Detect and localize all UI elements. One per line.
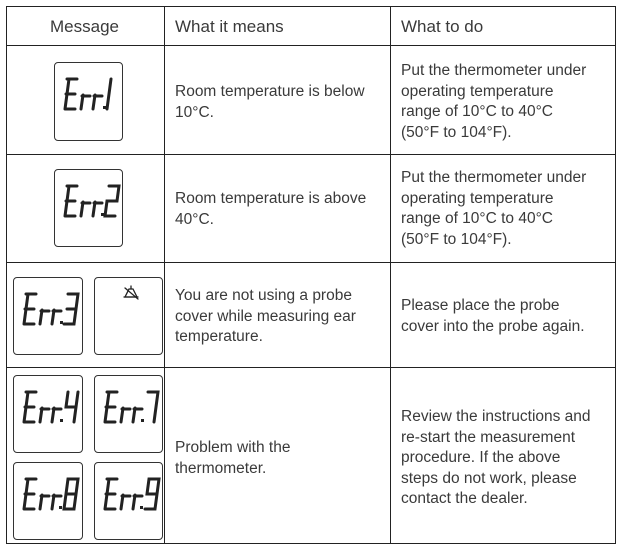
lcd-display bbox=[13, 277, 83, 355]
lcd-error-code-err9 bbox=[95, 463, 164, 541]
lcd-display bbox=[54, 62, 123, 141]
row-divider bbox=[7, 367, 615, 368]
lcd-error-code-err1 bbox=[55, 63, 124, 142]
column-divider bbox=[390, 7, 391, 543]
header-message: Message bbox=[50, 17, 119, 36]
row4-action: Review the instructions and re-start the measurement procedure. If the above steps do not work, please contact the dealer. bbox=[401, 408, 591, 507]
lcd-display bbox=[54, 169, 123, 247]
lcd-display bbox=[13, 462, 83, 540]
lcd-display bbox=[94, 277, 163, 355]
row-divider bbox=[7, 154, 615, 155]
probe-cover-warning-icon bbox=[95, 278, 164, 356]
row3-meaning: You are not using a probe cover while measuring ear temperature. bbox=[175, 287, 356, 345]
lcd-error-code-err3 bbox=[14, 278, 84, 356]
lcd-display bbox=[94, 375, 163, 453]
header-action: What to do bbox=[401, 17, 484, 36]
header-divider bbox=[7, 45, 615, 46]
lcd-error-code-err4 bbox=[14, 376, 84, 454]
lcd-display bbox=[13, 375, 83, 453]
row3-action: Please place the probe cover into the probe again. bbox=[401, 297, 585, 335]
row2-action: Put the thermometer under operating temperature range of 10°C to 40°C (50°F to 104°F). bbox=[401, 169, 587, 248]
lcd-error-code-err2 bbox=[55, 170, 124, 248]
row1-action: Put the thermometer under operating temperature range of 10°C to 40°C (50°F to 104°F). bbox=[401, 62, 587, 141]
lcd-error-code-err7 bbox=[95, 376, 164, 454]
header-meaning: What it means bbox=[175, 17, 284, 36]
row1-meaning: Room temperature is below 10°C. bbox=[175, 83, 365, 121]
column-divider bbox=[164, 7, 165, 543]
lcd-display bbox=[94, 462, 163, 540]
row2-meaning: Room temperature is above 40°C. bbox=[175, 190, 367, 228]
row-divider bbox=[7, 262, 615, 263]
lcd-error-code-err8 bbox=[14, 463, 84, 541]
row4-meaning: Problem with the thermometer. bbox=[175, 439, 291, 477]
